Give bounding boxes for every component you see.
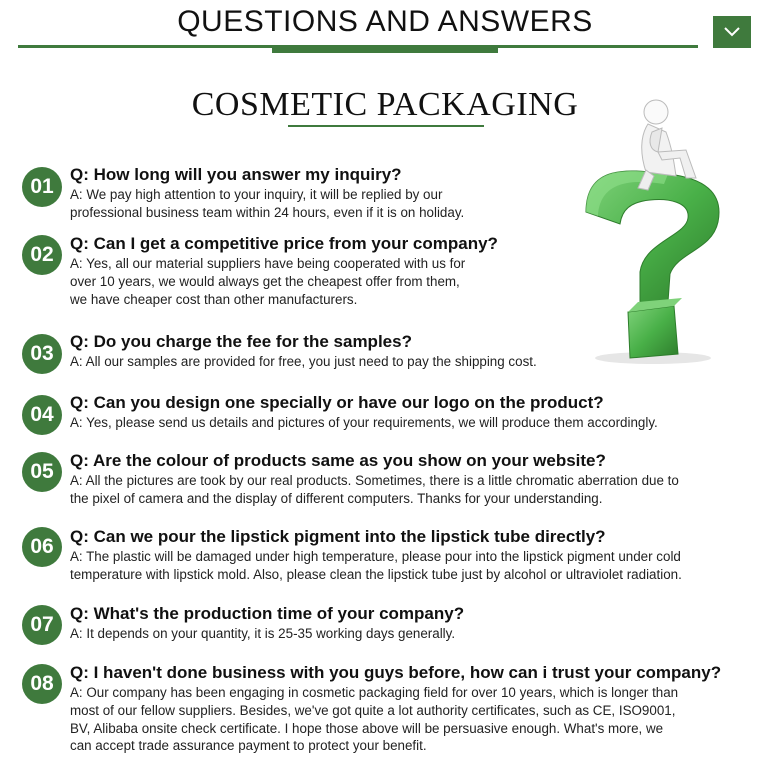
thinking-person-on-question-mark-icon bbox=[578, 92, 728, 367]
answer-text: A: The plastic will be damaged under high temperature, please pour into the lipstick pigment under cold temperature with lipstick mold. Also, please clean the lipstick tube just by alcohol or ultraviolet radiation. bbox=[70, 549, 682, 582]
section-title-underline bbox=[288, 125, 484, 127]
answer-text: A: All our samples are provided for free, you just need to pay the shipping cost. bbox=[70, 354, 537, 369]
question-number-badge: 03 bbox=[22, 334, 62, 374]
question-number-badge: 04 bbox=[22, 395, 62, 435]
answer-text: A: Our company has been engaging in cosmetic packaging field for over 10 years, which is longer than most of our fellow suppliers. Besides, we've got quite a lot authority certificates, such as CE, ISO9001, BV, Alibaba onsite check certificate. I hope those above will be persuasive enough. What's more, we can accept trade assurance payment to protect your benefit. bbox=[70, 685, 679, 754]
question-number-badge: 05 bbox=[22, 452, 62, 492]
answer-text: A: Yes, please send us details and pictures of your requirements, we will produce them accordingly. bbox=[70, 415, 658, 430]
answer-text: A: Yes, all our material suppliers have being cooperated with us for over 10 years, we would always get the cheapest offer from them, we have cheaper cost than other manufacturers. bbox=[70, 256, 466, 307]
question-text: Q: What's the production time of your company? bbox=[70, 604, 465, 623]
question-number-badge: 01 bbox=[22, 167, 62, 207]
question-text: Q: How long will you answer my inquiry? bbox=[70, 165, 402, 184]
question-number-badge: 06 bbox=[22, 527, 62, 567]
question-number-badge: 02 bbox=[22, 235, 62, 275]
question-text: Q: Do you charge the fee for the samples? bbox=[70, 332, 412, 351]
page-title: QUESTIONS AND ANSWERS bbox=[177, 5, 593, 38]
question-text: Q: Can I get a competitive price from your company? bbox=[70, 234, 498, 253]
question-number-badge: 08 bbox=[22, 664, 62, 704]
question-text: Q: Can you design one specially or have our logo on the product? bbox=[70, 393, 604, 412]
answer-text: A: All the pictures are took by our real products. Sometimes, there is a little chromatic aberration due to the pixel of camera and the display of different computers. Thanks for your understanding. bbox=[70, 473, 679, 506]
answer-text: A: We pay high attention to your inquiry, it will be replied by our professional business team within 24 hours, even if it is on holiday. bbox=[70, 187, 465, 220]
question-text: Q: Are the colour of products same as you show on your website? bbox=[70, 451, 606, 470]
question-text: Q: Can we pour the lipstick pigment into the lipstick tube directly? bbox=[70, 527, 606, 546]
section-title: COSMETIC PACKAGING bbox=[191, 86, 579, 123]
chevron-down-icon bbox=[724, 27, 740, 37]
question-text: Q: I haven't done business with you guys before, how can i trust your company? bbox=[70, 663, 722, 682]
question-number-badge: 07 bbox=[22, 605, 62, 645]
answer-text: A: It depends on your quantity, it is 25-35 working days generally. bbox=[70, 626, 456, 641]
header-accent-bar bbox=[272, 45, 498, 53]
expand-toggle-button[interactable] bbox=[713, 16, 751, 48]
